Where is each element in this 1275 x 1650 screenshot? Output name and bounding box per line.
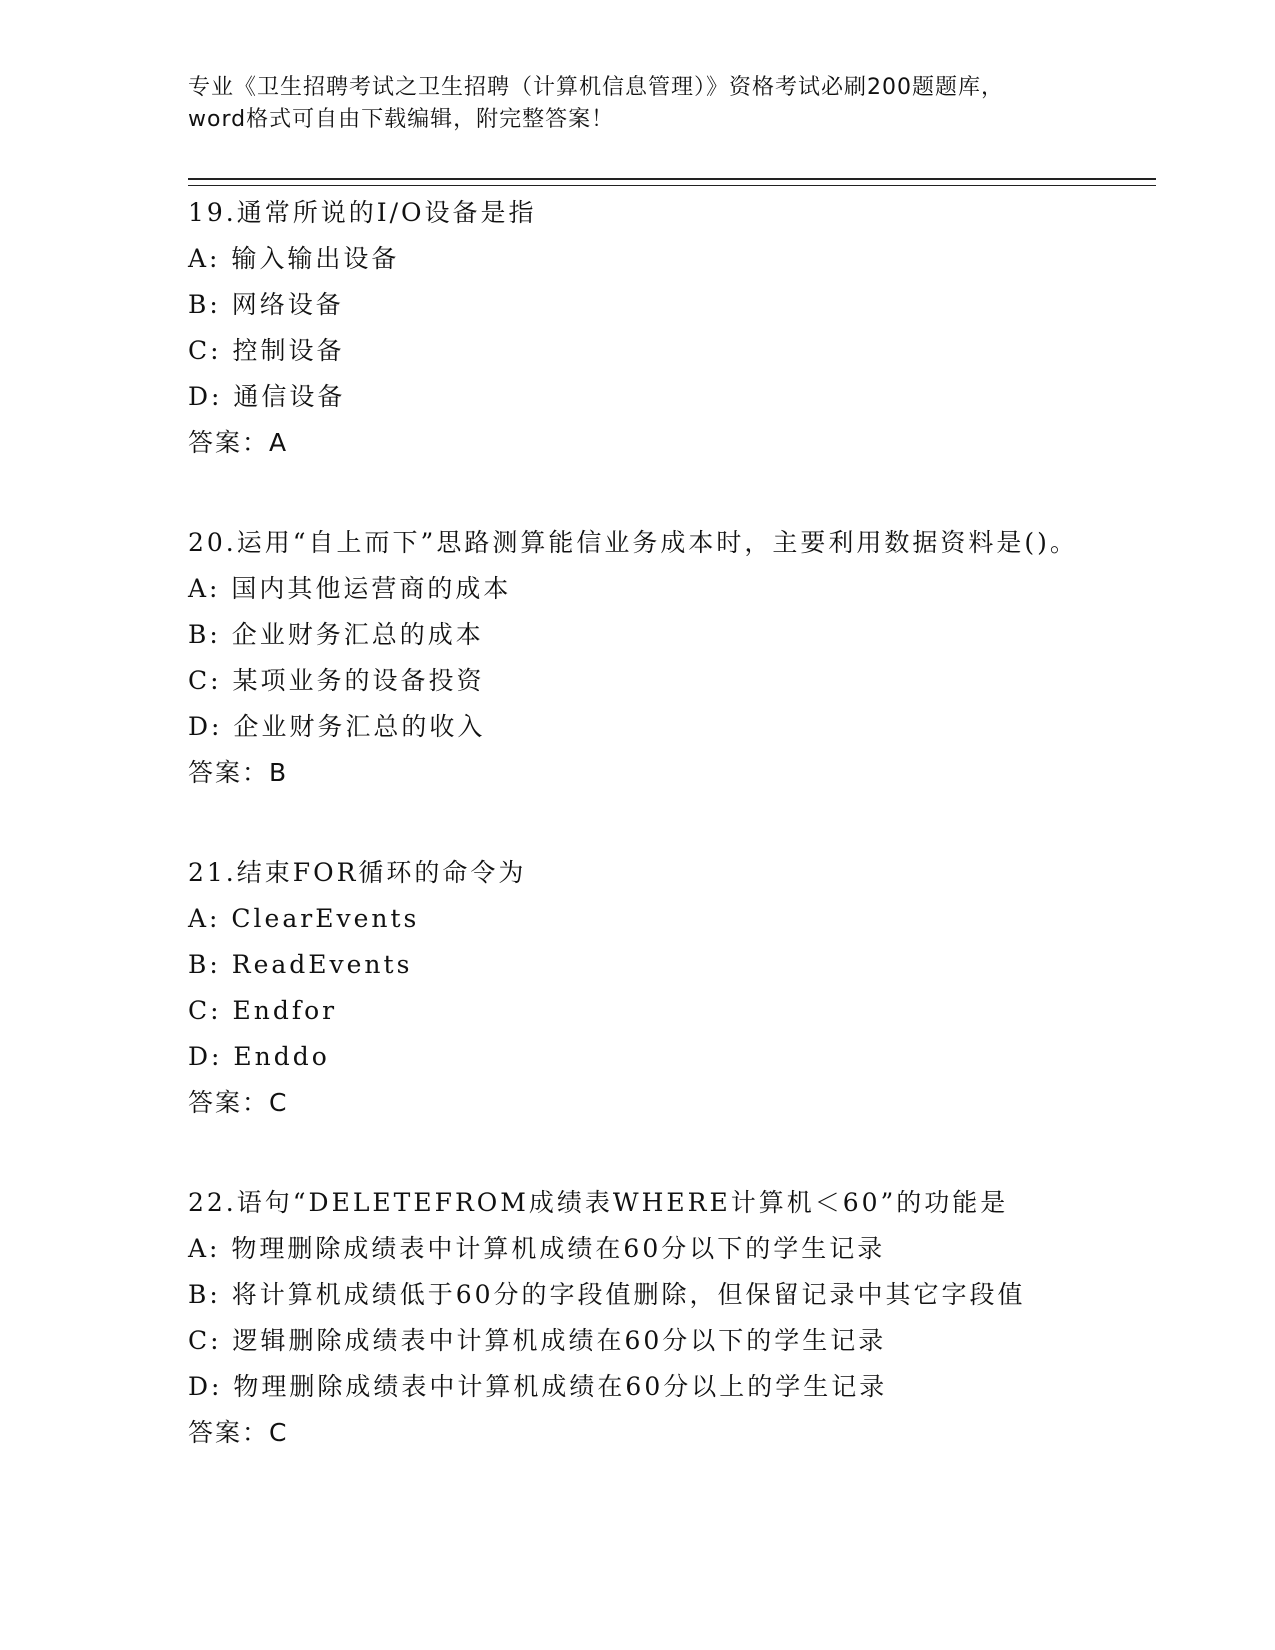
option-d: D: 物理删除成绩表中计算机成绩在60分以上的学生记录	[188, 1372, 888, 1401]
option-a: A: 国内其他运营商的成本	[188, 574, 512, 603]
option-b: B: 企业财务汇总的成本	[188, 620, 484, 649]
option-a: A: 输入输出设备	[188, 244, 400, 273]
question-title: 21.结束FOR循环的命令为	[188, 858, 527, 887]
header-line-2: word格式可自由下载编辑，附完整答案！	[188, 107, 615, 132]
option-c: C: 控制设备	[188, 336, 345, 365]
answer-label: 答案：C	[188, 1418, 289, 1447]
option-d: D: Enddo	[188, 1042, 330, 1071]
question-title: 19.通常所说的I/O设备是指	[188, 198, 537, 227]
question-title: 22.语句“DELETEFROM成绩表WHERE计算机＜60”的功能是	[188, 1188, 1009, 1217]
option-a: A: ClearEvents	[188, 904, 420, 933]
answer-label: 答案：C	[188, 1088, 289, 1117]
header-divider	[188, 178, 1156, 186]
option-b: B: 将计算机成绩低于60分的字段值删除，但保留记录中其它字段值	[188, 1280, 1026, 1309]
option-c: C: 某项业务的设备投资	[188, 666, 485, 695]
question-20	[188, 520, 1088, 796]
question-title: 20.运用“自上而下”思路测算能信业务成本时，主要利用数据资料是()。	[188, 528, 1078, 557]
header-line-1: 专业《卫生招聘考试之卫生招聘（计算机信息管理）》资格考试必刷200题题库，	[188, 75, 1004, 100]
question-19	[188, 190, 1088, 466]
question-21	[188, 850, 1088, 1126]
option-c: C: 逻辑删除成绩表中计算机成绩在60分以下的学生记录	[188, 1326, 887, 1355]
answer-label: 答案：B	[188, 758, 289, 787]
option-c: C: Endfor	[188, 996, 338, 1025]
option-b: B: 网络设备	[188, 290, 344, 319]
option-a: A: 物理删除成绩表中计算机成绩在60分以下的学生记录	[188, 1234, 886, 1263]
answer-label: 答案：A	[188, 428, 289, 457]
option-d: D: 企业财务汇总的收入	[188, 712, 486, 741]
question-22	[188, 1180, 1088, 1456]
document-header	[188, 72, 1088, 136]
option-b: B: ReadEvents	[188, 950, 413, 979]
question-list	[188, 190, 1088, 1510]
option-d: D: 通信设备	[188, 382, 346, 411]
